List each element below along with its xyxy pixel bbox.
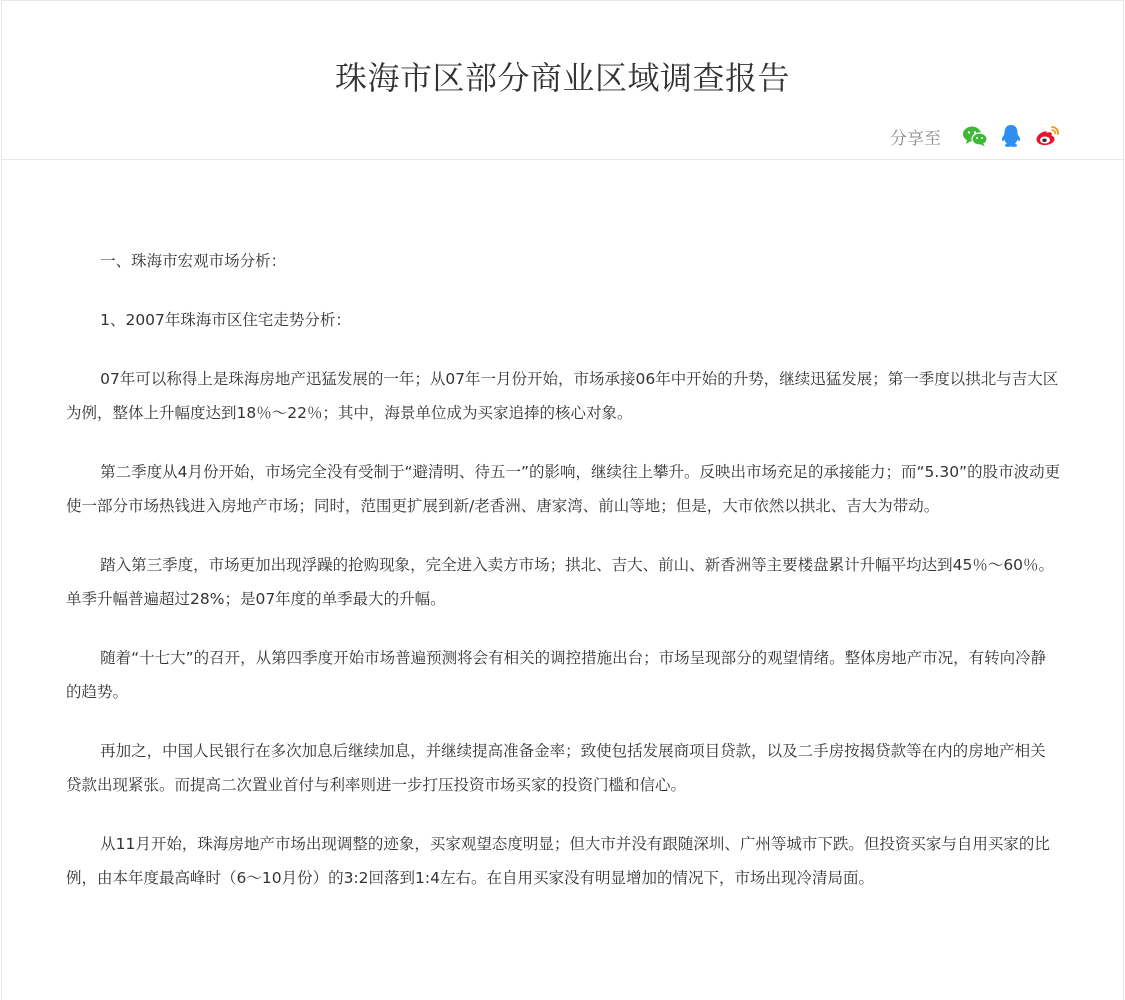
share-label: 分享至: [890, 128, 941, 149]
article-page: [1, 0, 1124, 1000]
weibo-icon[interactable]: [1033, 122, 1061, 150]
share-bar: [890, 122, 1061, 150]
qq-icon[interactable]: [997, 122, 1025, 150]
article-header: [2, 1, 1123, 160]
paragraph: 第二季度从4月份开始，市场完全没有受制于“避清明、待五一”的影响，继续往上攀升。反映出市场充足的承接能力；而“5.30”的股市波动更使一部分市场热钱进入房地产市场；同时，范围更扩展到新/老香洲、唐家湾、前山等地；但是，大市依然以拱北、吉大为带动。: [66, 463, 1061, 515]
article-body: [2, 160, 1123, 895]
paragraph: 随着“十七大”的召开，从第四季度开始市场普遍预测将会有相关的调控措施出台；市场呈现部分的观望情绪。整体房地产市况，有转向冷静的趋势。: [66, 649, 1047, 701]
paragraph: 从11月开始，珠海房地产市场出现调整的迹象，买家观望态度明显；但大市并没有跟随深圳、广州等城市下跌。但投资买家与自用买家的比例，由本年度最高峰时（6～10月份）的3:2回落到1:4左右。在自用买家没有明显增加的情况下，市场出现冷清局面。: [66, 835, 1050, 887]
paragraph: 再加之，中国人民银行在多次加息后继续加息，并继续提高准备金率；致使包括发展商项目贷款，以及二手房按揭贷款等在内的房地产相关贷款出现紧张。而提高二次置业首付与利率则进一步打压投资市场买家的投资门槛和信心。: [66, 742, 1046, 794]
paragraph: 07年可以称得上是珠海房地产迅猛发展的一年；从07年一月份开始，市场承接06年中开始的升势，继续迅猛发展；第一季度以拱北与吉大区为例，整体上升幅度达到18％～22％；其中，海景单位成为买家追捧的核心对象。: [66, 370, 1059, 422]
paragraph: 踏入第三季度，市场更加出现浮躁的抢购现象，完全进入卖方市场；拱北、吉大、前山、新香洲等主要楼盘累计升幅平均达到45％～60％。单季升幅普遍超过28%；是07年度的单季最大的升幅。: [66, 556, 1055, 608]
paragraph: 一、珠海市宏观市场分析：: [100, 252, 287, 270]
wechat-icon[interactable]: [961, 122, 989, 150]
page-title: 珠海市区部分商业区域调查报告: [334, 59, 790, 97]
paragraph: 1、2007年珠海市区住宅走势分析：: [100, 311, 351, 329]
